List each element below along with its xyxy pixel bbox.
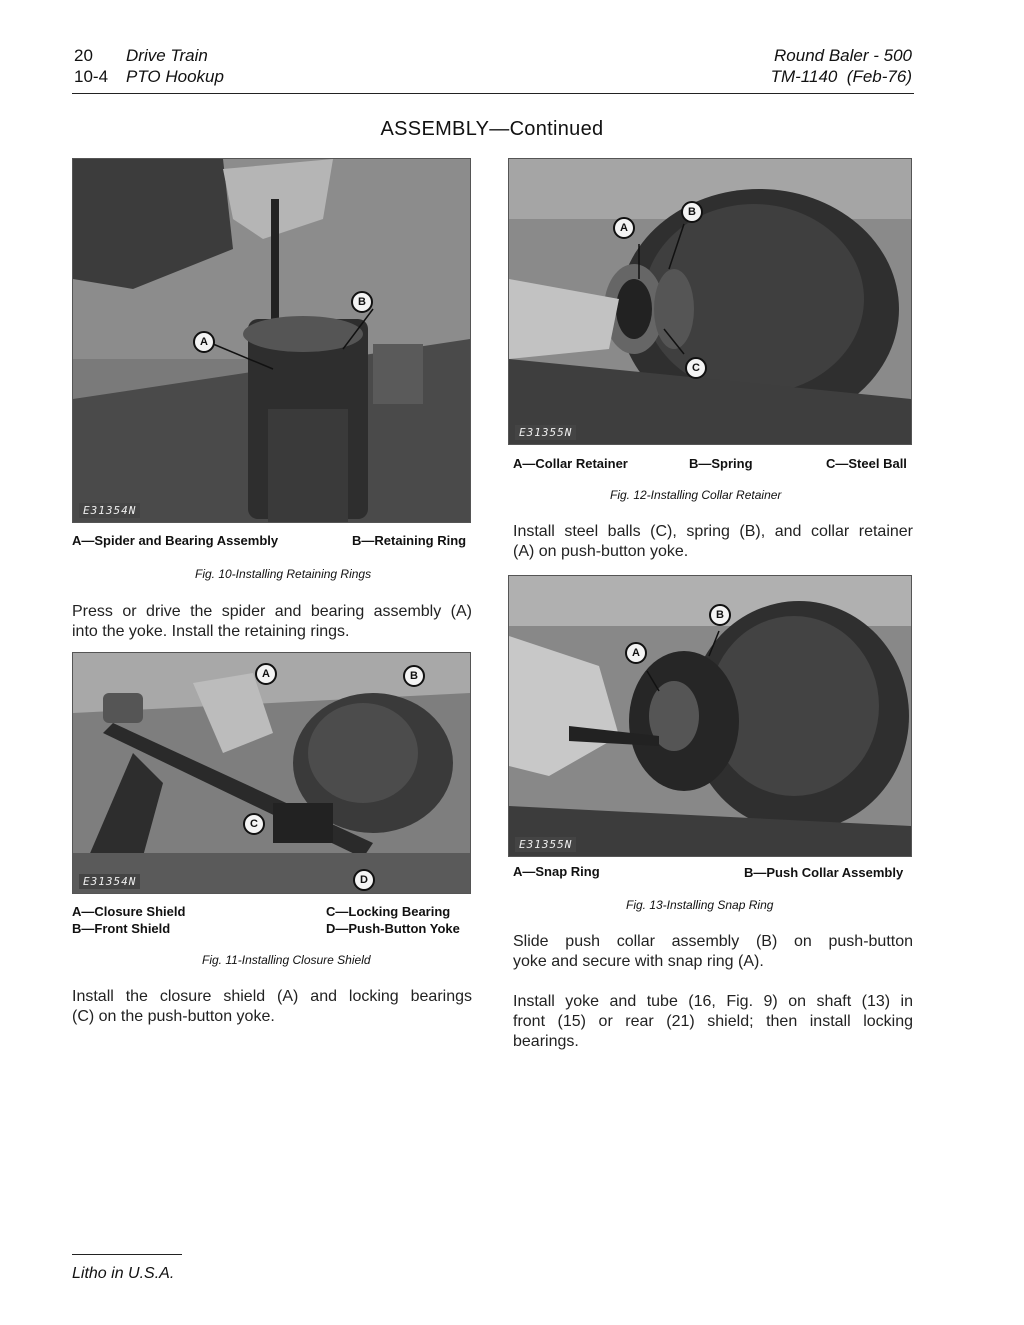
manual-number: TM-1140 (Feb-76) — [770, 67, 912, 86]
subsection-name: PTO Hookup — [126, 67, 224, 86]
fig11-legend-a: A—Closure Shield — [72, 904, 186, 919]
fig13-callout-a: A — [625, 642, 647, 664]
fig11-caption: Fig. 11-Installing Closure Shield — [202, 953, 371, 967]
fig13-text2-line1: Install yoke and tube (16, Fig. 9) on shaft (13) in — [513, 993, 913, 1010]
fig12-text-line1: Install steel balls (C), spring (B), and collar retainer — [513, 523, 913, 540]
fig12-photo-code: E31355N — [515, 425, 576, 440]
fig13-photo — [508, 575, 912, 857]
fig12-callout-c: C — [685, 357, 707, 379]
fig12-instructions — [513, 522, 913, 562]
fig12-text-line2: (A) on push-button yoke. — [513, 543, 689, 560]
fig12-photo-art — [509, 159, 911, 444]
fig13-caption: Fig. 13-Installing Snap Ring — [626, 898, 774, 912]
fig13-text2-line2: front (15) or rear (21) shield; then install locking — [513, 1013, 913, 1030]
fig12-photo — [508, 158, 912, 445]
fig10-photo — [72, 158, 471, 523]
header-right — [771, 45, 912, 87]
fig10-callout-b: B — [351, 291, 373, 313]
fig12-legend-a: A—Collar Retainer — [513, 456, 628, 471]
fig11-legend-c: C—Locking Bearing — [326, 904, 451, 919]
fig10-legend-b: B—Retaining Ring — [352, 533, 467, 548]
fig13-callout-b: B — [709, 604, 731, 626]
manual-title: Round Baler - 500 — [774, 46, 912, 65]
footer-rule — [72, 1254, 182, 1255]
fig13-instructions-2 — [513, 992, 913, 1052]
fig11-text-line2: (C) on the push-button yoke. — [72, 1008, 275, 1025]
fig10-instructions — [72, 602, 472, 642]
fig10-caption: Fig. 10-Installing Retaining Rings — [195, 567, 372, 581]
fig11-instructions — [72, 987, 472, 1027]
fig10-text-line1: Press or drive the spider and bearing assembly (A) — [72, 603, 472, 620]
section-name: Drive Train — [126, 46, 208, 65]
fig13-text2-line3: bearings. — [513, 1033, 579, 1050]
fig13-legend-b: B—Push Collar Assembly — [744, 865, 904, 880]
fig13-photo-code: E31355N — [515, 837, 576, 852]
fig10-legend-a: A—Spider and Bearing Assembly — [72, 533, 279, 548]
fig11-callout-c: C — [243, 813, 265, 835]
fig11-legend-d: D—Push-Button Yoke — [326, 921, 460, 936]
header-rule — [72, 93, 914, 94]
fig10-callout-a: A — [193, 331, 215, 353]
fig12-legend-b: B—Spring — [689, 456, 753, 471]
fig11-legend-left — [72, 903, 185, 937]
fig12-callout-a: A — [613, 217, 635, 239]
fig10-photo-code: E31354N — [79, 503, 140, 518]
fig13-text-line2: yoke and secure with snap ring (A). — [513, 953, 764, 970]
fig11-legend-right — [326, 903, 460, 937]
fig11-photo-art — [73, 653, 470, 893]
page-number: 20 — [74, 46, 93, 65]
fig11-callout-d: D — [353, 869, 375, 891]
fig12-legend-c: C—Steel Ball — [826, 456, 907, 471]
fig10-text-line2: into the yoke. Install the retaining rings. — [72, 623, 350, 640]
section-title: ASSEMBLY—Continued — [380, 118, 604, 140]
footer-litho: Litho in U.S.A. — [72, 1265, 175, 1282]
fig11-photo — [72, 652, 471, 894]
fig11-legend-b: B—Front Shield — [72, 921, 171, 936]
fig13-text-line1: Slide push collar assembly (B) on push-button — [513, 933, 913, 950]
fig11-text-line1: Install the closure shield (A) and locking bearings — [72, 988, 472, 1005]
fig11-callout-a: A — [255, 663, 277, 685]
fig13-instructions — [513, 932, 913, 972]
fig11-callout-b: B — [403, 665, 425, 687]
fig12-caption: Fig. 12-Installing Collar Retainer — [610, 488, 782, 502]
fig11-photo-code: E31354N — [79, 874, 140, 889]
fig12-callout-b: B — [681, 201, 703, 223]
subsection-number: 10-4 — [74, 67, 109, 86]
fig10-photo-art — [73, 159, 470, 522]
fig13-legend-a: A—Snap Ring — [513, 864, 600, 879]
header-left — [74, 45, 224, 87]
